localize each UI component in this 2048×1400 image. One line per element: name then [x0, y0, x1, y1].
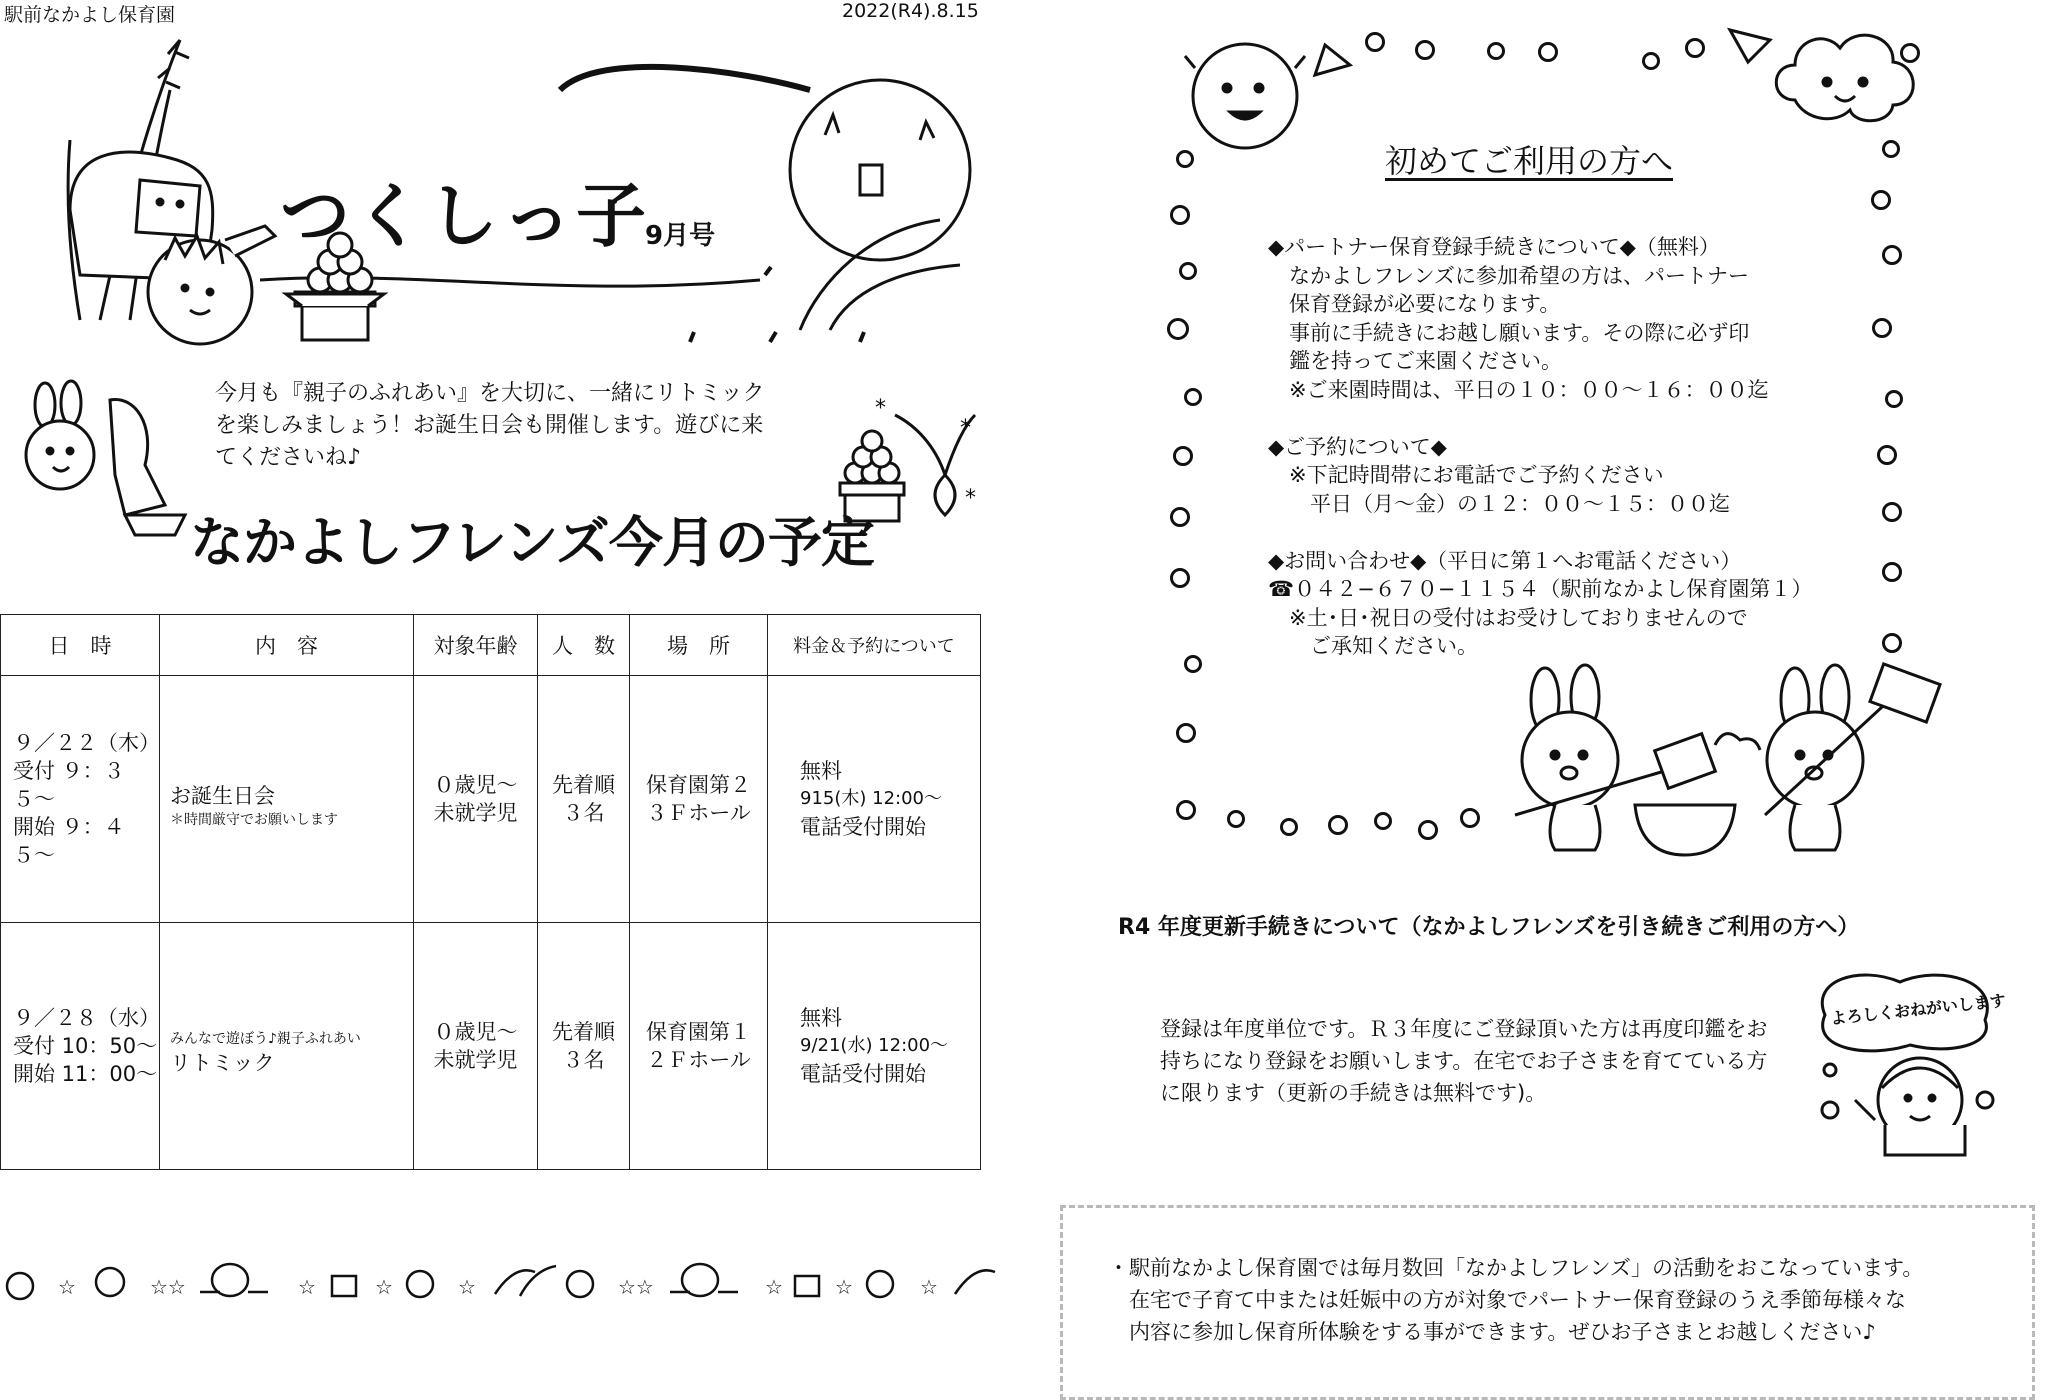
bunny-icon [1495, 665, 1935, 855]
border-dot [1871, 190, 1891, 210]
border-dot [1460, 808, 1480, 828]
date-cell [1, 923, 160, 1170]
border-dot [1415, 40, 1435, 60]
bunny-icon [15, 385, 175, 535]
date-line: 開始 11：00〜 [13, 1062, 158, 1086]
column-header: 日 時 [1, 615, 160, 676]
svg-text:☆: ☆ [298, 1275, 316, 1299]
fee-line: 電話受付開始 [800, 1062, 926, 1086]
column-header: 場 所 [630, 615, 768, 676]
border-dot [1685, 38, 1705, 58]
svg-text:☆: ☆ [458, 1275, 476, 1299]
column-header: 対象年齢 [414, 615, 538, 676]
border-dot [1170, 507, 1190, 527]
place-line: 保育園第２ [646, 773, 751, 797]
content-note: ＊時間厳守でお願いします [170, 812, 338, 828]
flag-icon [1310, 40, 1360, 80]
border-dot [1170, 568, 1190, 588]
border-dot [1328, 815, 1348, 835]
place-line: ２Ｆホール [646, 1048, 751, 1072]
border-dot [1176, 150, 1194, 168]
intro-text [215, 378, 795, 474]
svg-text:☆: ☆ [835, 1275, 853, 1299]
moon-icon [1175, 28, 1325, 158]
place-cell [630, 923, 768, 1170]
svg-text:☆: ☆ [920, 1275, 938, 1299]
schedule-title: なかよしフレンズ今月の予定 [190, 511, 874, 574]
bubble-text: よろしくおねがいします [1829, 990, 2007, 1029]
renewal-body: 登録は年度単位です。Ｒ３年度にご登録頂いた方は再度印鑑をお持ちになり登録をお願いします。在宅でお子さまを育てている方に限ります（更新の手続きは無料です)。 [1160, 1017, 1768, 1105]
count-cell [538, 676, 630, 923]
date-line: 開始 ９：４５〜 [13, 815, 125, 867]
table-header-row [1, 615, 981, 676]
svg-text:☆: ☆ [58, 1275, 76, 1299]
border-dot [1184, 388, 1202, 406]
date-line: ９／２８（水） [13, 1006, 160, 1030]
first-time-title: 初めてご利用の方へ [1385, 142, 1674, 180]
age-line: ０歳児〜 [433, 773, 518, 797]
fee-line: 無料 [800, 1006, 842, 1030]
svg-text:☆: ☆ [375, 1275, 393, 1299]
column-header: 料金＆予約について [768, 615, 981, 676]
border-dot [1179, 262, 1197, 280]
table-row [1, 676, 981, 923]
svg-text:*: * [965, 486, 976, 511]
intro-line: を楽しみましょう！お誕生日会も開催します。遊びに来 [215, 413, 764, 438]
svg-text:*: * [960, 416, 971, 441]
fee-line: 電話受付開始 [800, 815, 926, 839]
date-line: ９／２２（木） [13, 731, 160, 755]
cloud-icon [1765, 20, 1925, 130]
content-pre: みんなで遊ぼう♪親子ふれあい [170, 1031, 361, 1047]
note-text: ・駅前なかよし保育園では毎月数回「なかよしフレンズ」の活動をおこなっています。 在宅で子育て中または妊娠中の方が対象でパートナー保育登録のうえ季節毎様々な 内容に参加し保育所体験をする事ができます。ぜひお子さまとお越しください♪ [1108, 1256, 1924, 1344]
border-dot [1374, 812, 1392, 830]
issue-date: 2022(R4).8.15 [842, 0, 979, 22]
border-dot [1487, 42, 1505, 60]
border-dot [1538, 42, 1558, 62]
newsletter-title: つくしっ子 [280, 175, 650, 257]
count-cell [538, 923, 630, 1170]
column-header: 人 数 [538, 615, 630, 676]
first-time-body: ◆パートナー保育登録手続きについて◆（無料） なかよしフレンズに参加希望の方は、パートナー 保育登録が必要になります。 事前に手続きにお越し願います。その際に必ず印 鑑を持ってご来園ください。 ※ご来園時間は、平日の１０：００〜１６：００迄 ◆ご予約について◆ ※下記時間帯にお電話でご予約ください 平日（月〜金）の１２：００〜１５：００迄 ◆お問い合わせ◆（平日に第１へお電話ください） ☎０４２−６７０−１１５４（駅前なかよし保育園第１） ※土･日･祝日の受付はお受けしておりませんので ご承知ください。 [1268, 235, 1813, 658]
renewal-title: R4 年度更新手続きについて（なかよしフレンズを引き続きご利用の方へ） [1118, 915, 1860, 940]
border-dot [1173, 446, 1193, 466]
date-line: 受付 10：50〜 [13, 1034, 158, 1058]
border-dot [1280, 818, 1298, 836]
intro-line: 今月も『親子のふれあい』を大切に、一緒にリトミック [215, 381, 765, 406]
fee-cell [768, 676, 981, 923]
decorative-border [0, 1258, 1010, 1308]
place-line: ３Ｆホール [646, 801, 751, 825]
moon-icon [790, 80, 970, 260]
count-line: 先着順 [552, 1020, 615, 1044]
column-header: 内 容 [160, 615, 414, 676]
border-dot [1418, 820, 1438, 840]
place-line: 保育園第１ [646, 1020, 751, 1044]
age-cell [414, 676, 538, 923]
date-cell [1, 676, 160, 923]
content-cell [160, 923, 414, 1170]
fee-line: 無料 [800, 759, 842, 783]
border-dot [1882, 140, 1900, 158]
place-cell [630, 676, 768, 923]
age-line: ０歳児〜 [433, 1020, 518, 1044]
fee-line: 9/21(水) 12:00〜 [800, 1035, 949, 1056]
border-dot [1170, 205, 1190, 225]
svg-text:☆☆: ☆☆ [150, 1275, 186, 1299]
fee-cell [768, 923, 981, 1170]
border-dot [1365, 32, 1385, 52]
svg-text:☆: ☆ [765, 1275, 783, 1299]
svg-text:*: * [875, 396, 886, 421]
svg-text:☆☆: ☆☆ [618, 1275, 654, 1299]
count-line: ３名 [562, 1048, 605, 1072]
border-dot [1227, 810, 1245, 828]
date-line: 受付 ９：３５〜 [13, 759, 125, 811]
count-line: ３名 [562, 801, 605, 825]
border-dot [1167, 318, 1189, 340]
schedule-table [0, 614, 981, 1170]
content-cell [160, 676, 414, 923]
content-main: お誕生日会 [170, 784, 275, 808]
count-line: 先着順 [552, 773, 615, 797]
border-dot [1176, 800, 1196, 820]
border-dot [1900, 43, 1920, 63]
age-cell [414, 923, 538, 1170]
age-line: 未就学児 [433, 1048, 518, 1072]
fee-line: 915(木) 12:00〜 [800, 788, 942, 809]
issue-label: 9月号 [645, 221, 716, 251]
intro-line: てくださいね♪ [215, 445, 362, 470]
content-main: リトミック [170, 1051, 275, 1075]
border-dot [1184, 655, 1202, 673]
border-dot [1642, 52, 1660, 70]
org-name: 駅前なかよし保育園 [4, 4, 176, 26]
border-dot [1176, 723, 1196, 743]
age-line: 未就学児 [433, 801, 518, 825]
table-row [1, 923, 981, 1170]
